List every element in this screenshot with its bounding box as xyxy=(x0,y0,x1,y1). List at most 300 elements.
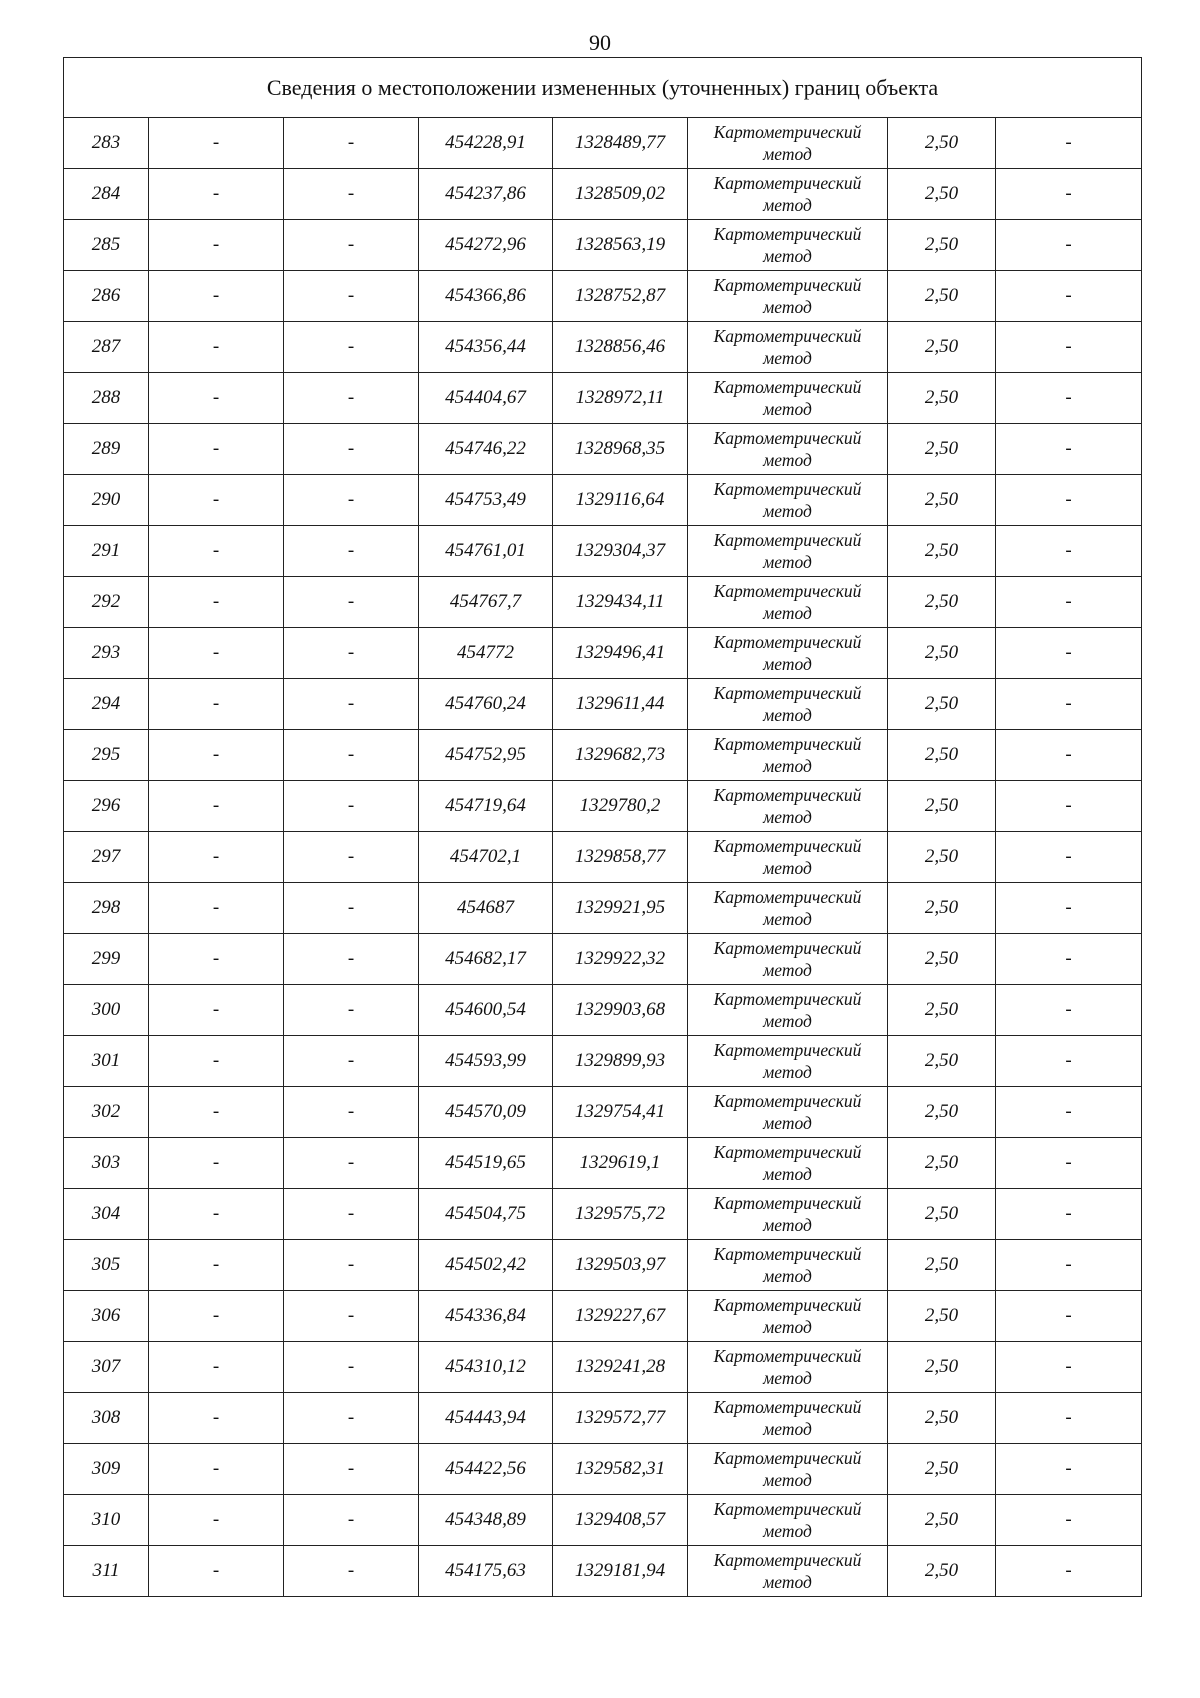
dash-cell: - xyxy=(284,1036,419,1087)
point-number-cell: 309 xyxy=(64,1444,149,1495)
note-cell: - xyxy=(996,628,1142,679)
method-line-1: Картометрический xyxy=(713,275,862,295)
point-number-cell: 307 xyxy=(64,1342,149,1393)
method-line-1: Картометрический xyxy=(713,1193,862,1213)
method-line-1: Картометрический xyxy=(713,1397,862,1417)
x-coordinate-cell: 454504,75 xyxy=(419,1189,553,1240)
x-coordinate-cell: 454702,1 xyxy=(419,832,553,883)
x-coordinate-cell: 454366,86 xyxy=(419,271,553,322)
dash-cell: - xyxy=(284,322,419,373)
method-cell xyxy=(688,1138,888,1189)
method-cell xyxy=(688,1444,888,1495)
y-coordinate-cell: 1329181,94 xyxy=(553,1546,688,1597)
method-line-1: Картометрический xyxy=(713,836,862,856)
table-row xyxy=(64,1444,1142,1495)
note-cell: - xyxy=(996,1036,1142,1087)
y-coordinate-cell: 1329241,28 xyxy=(553,1342,688,1393)
x-coordinate-cell: 454310,12 xyxy=(419,1342,553,1393)
dash-cell: - xyxy=(149,220,284,271)
method-line-1: Картометрический xyxy=(713,581,862,601)
method-cell xyxy=(688,883,888,934)
method-cell xyxy=(688,373,888,424)
note-cell: - xyxy=(996,1291,1142,1342)
dash-cell: - xyxy=(149,1291,284,1342)
method-line-2: метод xyxy=(763,1470,812,1490)
accuracy-cell: 2,50 xyxy=(888,1444,996,1495)
method-line-1: Картометрический xyxy=(713,1244,862,1264)
point-number-cell: 286 xyxy=(64,271,149,322)
table-row xyxy=(64,730,1142,781)
method-cell xyxy=(688,1291,888,1342)
dash-cell: - xyxy=(284,1342,419,1393)
dash-cell: - xyxy=(149,1189,284,1240)
method-line-1: Картометрический xyxy=(713,683,862,703)
method-line-2: метод xyxy=(763,1164,812,1184)
method-cell xyxy=(688,271,888,322)
table-row xyxy=(64,934,1142,985)
dash-cell: - xyxy=(284,169,419,220)
accuracy-cell: 2,50 xyxy=(888,1036,996,1087)
y-coordinate-cell: 1329304,37 xyxy=(553,526,688,577)
accuracy-cell: 2,50 xyxy=(888,883,996,934)
x-coordinate-cell: 454404,67 xyxy=(419,373,553,424)
dash-cell: - xyxy=(284,1291,419,1342)
dash-cell: - xyxy=(284,1087,419,1138)
dash-cell: - xyxy=(284,730,419,781)
table-row xyxy=(64,1138,1142,1189)
note-cell: - xyxy=(996,322,1142,373)
method-cell xyxy=(688,1546,888,1597)
point-number-cell: 308 xyxy=(64,1393,149,1444)
dash-cell: - xyxy=(149,1444,284,1495)
y-coordinate-cell: 1329899,93 xyxy=(553,1036,688,1087)
accuracy-cell: 2,50 xyxy=(888,1393,996,1444)
x-coordinate-cell: 454752,95 xyxy=(419,730,553,781)
dash-cell: - xyxy=(284,832,419,883)
x-coordinate-cell: 454760,24 xyxy=(419,679,553,730)
table-row xyxy=(64,1291,1142,1342)
method-line-2: метод xyxy=(763,1521,812,1541)
method-line-2: метод xyxy=(763,195,812,215)
accuracy-cell: 2,50 xyxy=(888,271,996,322)
point-number-cell: 291 xyxy=(64,526,149,577)
dash-cell: - xyxy=(149,373,284,424)
table-row xyxy=(64,628,1142,679)
dash-cell: - xyxy=(284,1546,419,1597)
accuracy-cell: 2,50 xyxy=(888,1189,996,1240)
y-coordinate-cell: 1328563,19 xyxy=(553,220,688,271)
table-title: Сведения о местоположении измененных (уточненных) границ объекта xyxy=(64,58,1142,118)
method-line-2: метод xyxy=(763,1572,812,1592)
y-coordinate-cell: 1329780,2 xyxy=(553,781,688,832)
y-coordinate-cell: 1329434,11 xyxy=(553,577,688,628)
y-coordinate-cell: 1329619,1 xyxy=(553,1138,688,1189)
accuracy-cell: 2,50 xyxy=(888,118,996,169)
y-coordinate-cell: 1329572,77 xyxy=(553,1393,688,1444)
method-line-2: метод xyxy=(763,1011,812,1031)
dash-cell: - xyxy=(284,118,419,169)
dash-cell: - xyxy=(149,169,284,220)
table-row xyxy=(64,169,1142,220)
method-line-2: метод xyxy=(763,858,812,878)
method-line-1: Картометрический xyxy=(713,1550,862,1570)
dash-cell: - xyxy=(284,883,419,934)
method-cell xyxy=(688,1087,888,1138)
y-coordinate-cell: 1329611,44 xyxy=(553,679,688,730)
table-row xyxy=(64,475,1142,526)
method-line-1: Картометрический xyxy=(713,887,862,907)
dash-cell: - xyxy=(149,526,284,577)
dash-cell: - xyxy=(284,577,419,628)
x-coordinate-cell: 454348,89 xyxy=(419,1495,553,1546)
accuracy-cell: 2,50 xyxy=(888,220,996,271)
point-number-cell: 293 xyxy=(64,628,149,679)
accuracy-cell: 2,50 xyxy=(888,1087,996,1138)
method-line-2: метод xyxy=(763,246,812,266)
x-coordinate-cell: 454746,22 xyxy=(419,424,553,475)
y-coordinate-cell: 1329496,41 xyxy=(553,628,688,679)
accuracy-cell: 2,50 xyxy=(888,424,996,475)
method-cell xyxy=(688,169,888,220)
method-line-1: Картометрический xyxy=(713,785,862,805)
note-cell: - xyxy=(996,475,1142,526)
point-number-cell: 302 xyxy=(64,1087,149,1138)
note-cell: - xyxy=(996,1240,1142,1291)
note-cell: - xyxy=(996,169,1142,220)
point-number-cell: 292 xyxy=(64,577,149,628)
method-line-1: Картометрический xyxy=(713,1040,862,1060)
point-number-cell: 305 xyxy=(64,1240,149,1291)
x-coordinate-cell: 454767,7 xyxy=(419,577,553,628)
accuracy-cell: 2,50 xyxy=(888,577,996,628)
method-line-1: Картометрический xyxy=(713,122,862,142)
dash-cell: - xyxy=(149,1495,284,1546)
method-line-1: Картометрический xyxy=(713,632,862,652)
method-cell xyxy=(688,118,888,169)
method-cell xyxy=(688,1036,888,1087)
dash-cell: - xyxy=(149,679,284,730)
dash-cell: - xyxy=(284,1495,419,1546)
method-cell xyxy=(688,424,888,475)
method-line-1: Картометрический xyxy=(713,938,862,958)
dash-cell: - xyxy=(284,781,419,832)
note-cell: - xyxy=(996,1495,1142,1546)
dash-cell: - xyxy=(284,934,419,985)
x-coordinate-cell: 454687 xyxy=(419,883,553,934)
table-row xyxy=(64,373,1142,424)
x-coordinate-cell: 454502,42 xyxy=(419,1240,553,1291)
dash-cell: - xyxy=(149,832,284,883)
accuracy-cell: 2,50 xyxy=(888,169,996,220)
table-row xyxy=(64,1393,1142,1444)
accuracy-cell: 2,50 xyxy=(888,322,996,373)
x-coordinate-cell: 454356,44 xyxy=(419,322,553,373)
note-cell: - xyxy=(996,1546,1142,1597)
point-number-cell: 295 xyxy=(64,730,149,781)
method-cell xyxy=(688,1495,888,1546)
note-cell: - xyxy=(996,730,1142,781)
method-line-2: метод xyxy=(763,1419,812,1439)
method-line-1: Картометрический xyxy=(713,173,862,193)
page-number: 90 xyxy=(589,30,611,55)
note-cell: - xyxy=(996,985,1142,1036)
table-row xyxy=(64,1087,1142,1138)
method-line-2: метод xyxy=(763,960,812,980)
x-coordinate-cell: 454175,63 xyxy=(419,1546,553,1597)
point-number-cell: 285 xyxy=(64,220,149,271)
y-coordinate-cell: 1328972,11 xyxy=(553,373,688,424)
note-cell: - xyxy=(996,373,1142,424)
method-line-1: Картометрический xyxy=(713,1091,862,1111)
x-coordinate-cell: 454570,09 xyxy=(419,1087,553,1138)
y-coordinate-cell: 1329858,77 xyxy=(553,832,688,883)
table-body xyxy=(64,118,1142,1597)
point-number-cell: 301 xyxy=(64,1036,149,1087)
x-coordinate-cell: 454600,54 xyxy=(419,985,553,1036)
table-row xyxy=(64,1189,1142,1240)
table-row xyxy=(64,1240,1142,1291)
method-line-2: метод xyxy=(763,144,812,164)
dash-cell: - xyxy=(284,271,419,322)
dash-cell: - xyxy=(284,679,419,730)
method-line-1: Картометрический xyxy=(713,1346,862,1366)
table-row xyxy=(64,832,1142,883)
method-line-2: метод xyxy=(763,1317,812,1337)
y-coordinate-cell: 1328489,77 xyxy=(553,118,688,169)
dash-cell: - xyxy=(149,883,284,934)
dash-cell: - xyxy=(149,1087,284,1138)
accuracy-cell: 2,50 xyxy=(888,730,996,781)
accuracy-cell: 2,50 xyxy=(888,985,996,1036)
table-row xyxy=(64,577,1142,628)
y-coordinate-cell: 1329582,31 xyxy=(553,1444,688,1495)
note-cell: - xyxy=(996,577,1142,628)
note-cell: - xyxy=(996,1087,1142,1138)
method-line-1: Картометрический xyxy=(713,1499,862,1519)
y-coordinate-cell: 1329903,68 xyxy=(553,985,688,1036)
table-row xyxy=(64,679,1142,730)
y-coordinate-cell: 1329227,67 xyxy=(553,1291,688,1342)
table-row xyxy=(64,883,1142,934)
note-cell: - xyxy=(996,1138,1142,1189)
method-line-2: метод xyxy=(763,552,812,572)
method-cell xyxy=(688,475,888,526)
method-cell xyxy=(688,526,888,577)
y-coordinate-cell: 1329503,97 xyxy=(553,1240,688,1291)
dash-cell: - xyxy=(149,985,284,1036)
point-number-cell: 303 xyxy=(64,1138,149,1189)
method-line-2: метод xyxy=(763,348,812,368)
dash-cell: - xyxy=(149,1240,284,1291)
dash-cell: - xyxy=(149,1546,284,1597)
y-coordinate-cell: 1328752,87 xyxy=(553,271,688,322)
y-coordinate-cell: 1328509,02 xyxy=(553,169,688,220)
point-number-cell: 299 xyxy=(64,934,149,985)
note-cell: - xyxy=(996,781,1142,832)
accuracy-cell: 2,50 xyxy=(888,475,996,526)
dash-cell: - xyxy=(149,1393,284,1444)
point-number-cell: 298 xyxy=(64,883,149,934)
accuracy-cell: 2,50 xyxy=(888,781,996,832)
x-coordinate-cell: 454272,96 xyxy=(419,220,553,271)
point-number-cell: 296 xyxy=(64,781,149,832)
method-cell xyxy=(688,220,888,271)
x-coordinate-cell: 454519,65 xyxy=(419,1138,553,1189)
method-line-2: метод xyxy=(763,501,812,521)
dash-cell: - xyxy=(284,628,419,679)
method-line-2: метод xyxy=(763,1266,812,1286)
point-number-cell: 310 xyxy=(64,1495,149,1546)
dash-cell: - xyxy=(149,1342,284,1393)
dash-cell: - xyxy=(284,1240,419,1291)
accuracy-cell: 2,50 xyxy=(888,373,996,424)
note-cell: - xyxy=(996,1342,1142,1393)
table-row xyxy=(64,1495,1142,1546)
dash-cell: - xyxy=(284,1444,419,1495)
point-number-cell: 294 xyxy=(64,679,149,730)
table-row xyxy=(64,526,1142,577)
method-line-2: метод xyxy=(763,399,812,419)
accuracy-cell: 2,50 xyxy=(888,1240,996,1291)
method-cell xyxy=(688,577,888,628)
dash-cell: - xyxy=(284,526,419,577)
accuracy-cell: 2,50 xyxy=(888,628,996,679)
method-line-1: Картометрический xyxy=(713,734,862,754)
accuracy-cell: 2,50 xyxy=(888,934,996,985)
table-row xyxy=(64,220,1142,271)
dash-cell: - xyxy=(284,424,419,475)
dash-cell: - xyxy=(284,985,419,1036)
x-coordinate-cell: 454772 xyxy=(419,628,553,679)
dash-cell: - xyxy=(149,271,284,322)
method-line-1: Картометрический xyxy=(713,326,862,346)
method-cell xyxy=(688,628,888,679)
accuracy-cell: 2,50 xyxy=(888,1342,996,1393)
table-row xyxy=(64,1342,1142,1393)
accuracy-cell: 2,50 xyxy=(888,679,996,730)
point-number-cell: 288 xyxy=(64,373,149,424)
method-cell xyxy=(688,781,888,832)
dash-cell: - xyxy=(284,475,419,526)
method-line-2: метод xyxy=(763,603,812,623)
dash-cell: - xyxy=(284,1189,419,1240)
method-cell xyxy=(688,985,888,1036)
method-line-2: метод xyxy=(763,1062,812,1082)
table-row xyxy=(64,322,1142,373)
point-number-cell: 289 xyxy=(64,424,149,475)
y-coordinate-cell: 1329575,72 xyxy=(553,1189,688,1240)
method-cell xyxy=(688,730,888,781)
dash-cell: - xyxy=(149,781,284,832)
note-cell: - xyxy=(996,1444,1142,1495)
method-line-1: Картометрический xyxy=(713,1448,862,1468)
method-cell xyxy=(688,1240,888,1291)
x-coordinate-cell: 454422,56 xyxy=(419,1444,553,1495)
method-line-2: метод xyxy=(763,654,812,674)
note-cell: - xyxy=(996,883,1142,934)
dash-cell: - xyxy=(149,1138,284,1189)
method-line-1: Картометрический xyxy=(713,989,862,1009)
accuracy-cell: 2,50 xyxy=(888,1291,996,1342)
x-coordinate-cell: 454443,94 xyxy=(419,1393,553,1444)
accuracy-cell: 2,50 xyxy=(888,1495,996,1546)
method-line-1: Картометрический xyxy=(713,1295,862,1315)
x-coordinate-cell: 454719,64 xyxy=(419,781,553,832)
method-cell xyxy=(688,1189,888,1240)
method-line-2: метод xyxy=(763,756,812,776)
y-coordinate-cell: 1329921,95 xyxy=(553,883,688,934)
method-cell xyxy=(688,1342,888,1393)
point-number-cell: 290 xyxy=(64,475,149,526)
method-line-2: метод xyxy=(763,807,812,827)
point-number-cell: 283 xyxy=(64,118,149,169)
dash-cell: - xyxy=(284,220,419,271)
x-coordinate-cell: 454682,17 xyxy=(419,934,553,985)
dash-cell: - xyxy=(149,118,284,169)
note-cell: - xyxy=(996,526,1142,577)
dash-cell: - xyxy=(284,1393,419,1444)
method-cell xyxy=(688,934,888,985)
boundary-coordinates-table xyxy=(63,57,1142,1597)
method-line-2: метод xyxy=(763,705,812,725)
point-number-cell: 311 xyxy=(64,1546,149,1597)
method-line-1: Картометрический xyxy=(713,479,862,499)
table-row xyxy=(64,271,1142,322)
accuracy-cell: 2,50 xyxy=(888,1138,996,1189)
point-number-cell: 284 xyxy=(64,169,149,220)
note-cell: - xyxy=(996,118,1142,169)
note-cell: - xyxy=(996,1189,1142,1240)
dash-cell: - xyxy=(149,934,284,985)
table-row xyxy=(64,1546,1142,1597)
x-coordinate-cell: 454228,91 xyxy=(419,118,553,169)
x-coordinate-cell: 454336,84 xyxy=(419,1291,553,1342)
method-cell xyxy=(688,679,888,730)
point-number-cell: 306 xyxy=(64,1291,149,1342)
method-line-2: метод xyxy=(763,450,812,470)
point-number-cell: 300 xyxy=(64,985,149,1036)
dash-cell: - xyxy=(284,1138,419,1189)
dash-cell: - xyxy=(149,475,284,526)
note-cell: - xyxy=(996,1393,1142,1444)
dash-cell: - xyxy=(149,1036,284,1087)
y-coordinate-cell: 1328856,46 xyxy=(553,322,688,373)
table-row xyxy=(64,985,1142,1036)
note-cell: - xyxy=(996,679,1142,730)
y-coordinate-cell: 1329408,57 xyxy=(553,1495,688,1546)
method-line-2: метод xyxy=(763,1368,812,1388)
table-row xyxy=(64,118,1142,169)
method-cell xyxy=(688,1393,888,1444)
method-line-1: Картометрический xyxy=(713,377,862,397)
note-cell: - xyxy=(996,220,1142,271)
note-cell: - xyxy=(996,424,1142,475)
method-cell xyxy=(688,322,888,373)
accuracy-cell: 2,50 xyxy=(888,832,996,883)
point-number-cell: 297 xyxy=(64,832,149,883)
table-row xyxy=(64,1036,1142,1087)
point-number-cell: 304 xyxy=(64,1189,149,1240)
y-coordinate-cell: 1329922,32 xyxy=(553,934,688,985)
y-coordinate-cell: 1329682,73 xyxy=(553,730,688,781)
method-line-1: Картометрический xyxy=(713,428,862,448)
method-line-2: метод xyxy=(763,1215,812,1235)
method-line-1: Картометрический xyxy=(713,224,862,244)
note-cell: - xyxy=(996,271,1142,322)
note-cell: - xyxy=(996,832,1142,883)
accuracy-cell: 2,50 xyxy=(888,1546,996,1597)
point-number-cell: 287 xyxy=(64,322,149,373)
